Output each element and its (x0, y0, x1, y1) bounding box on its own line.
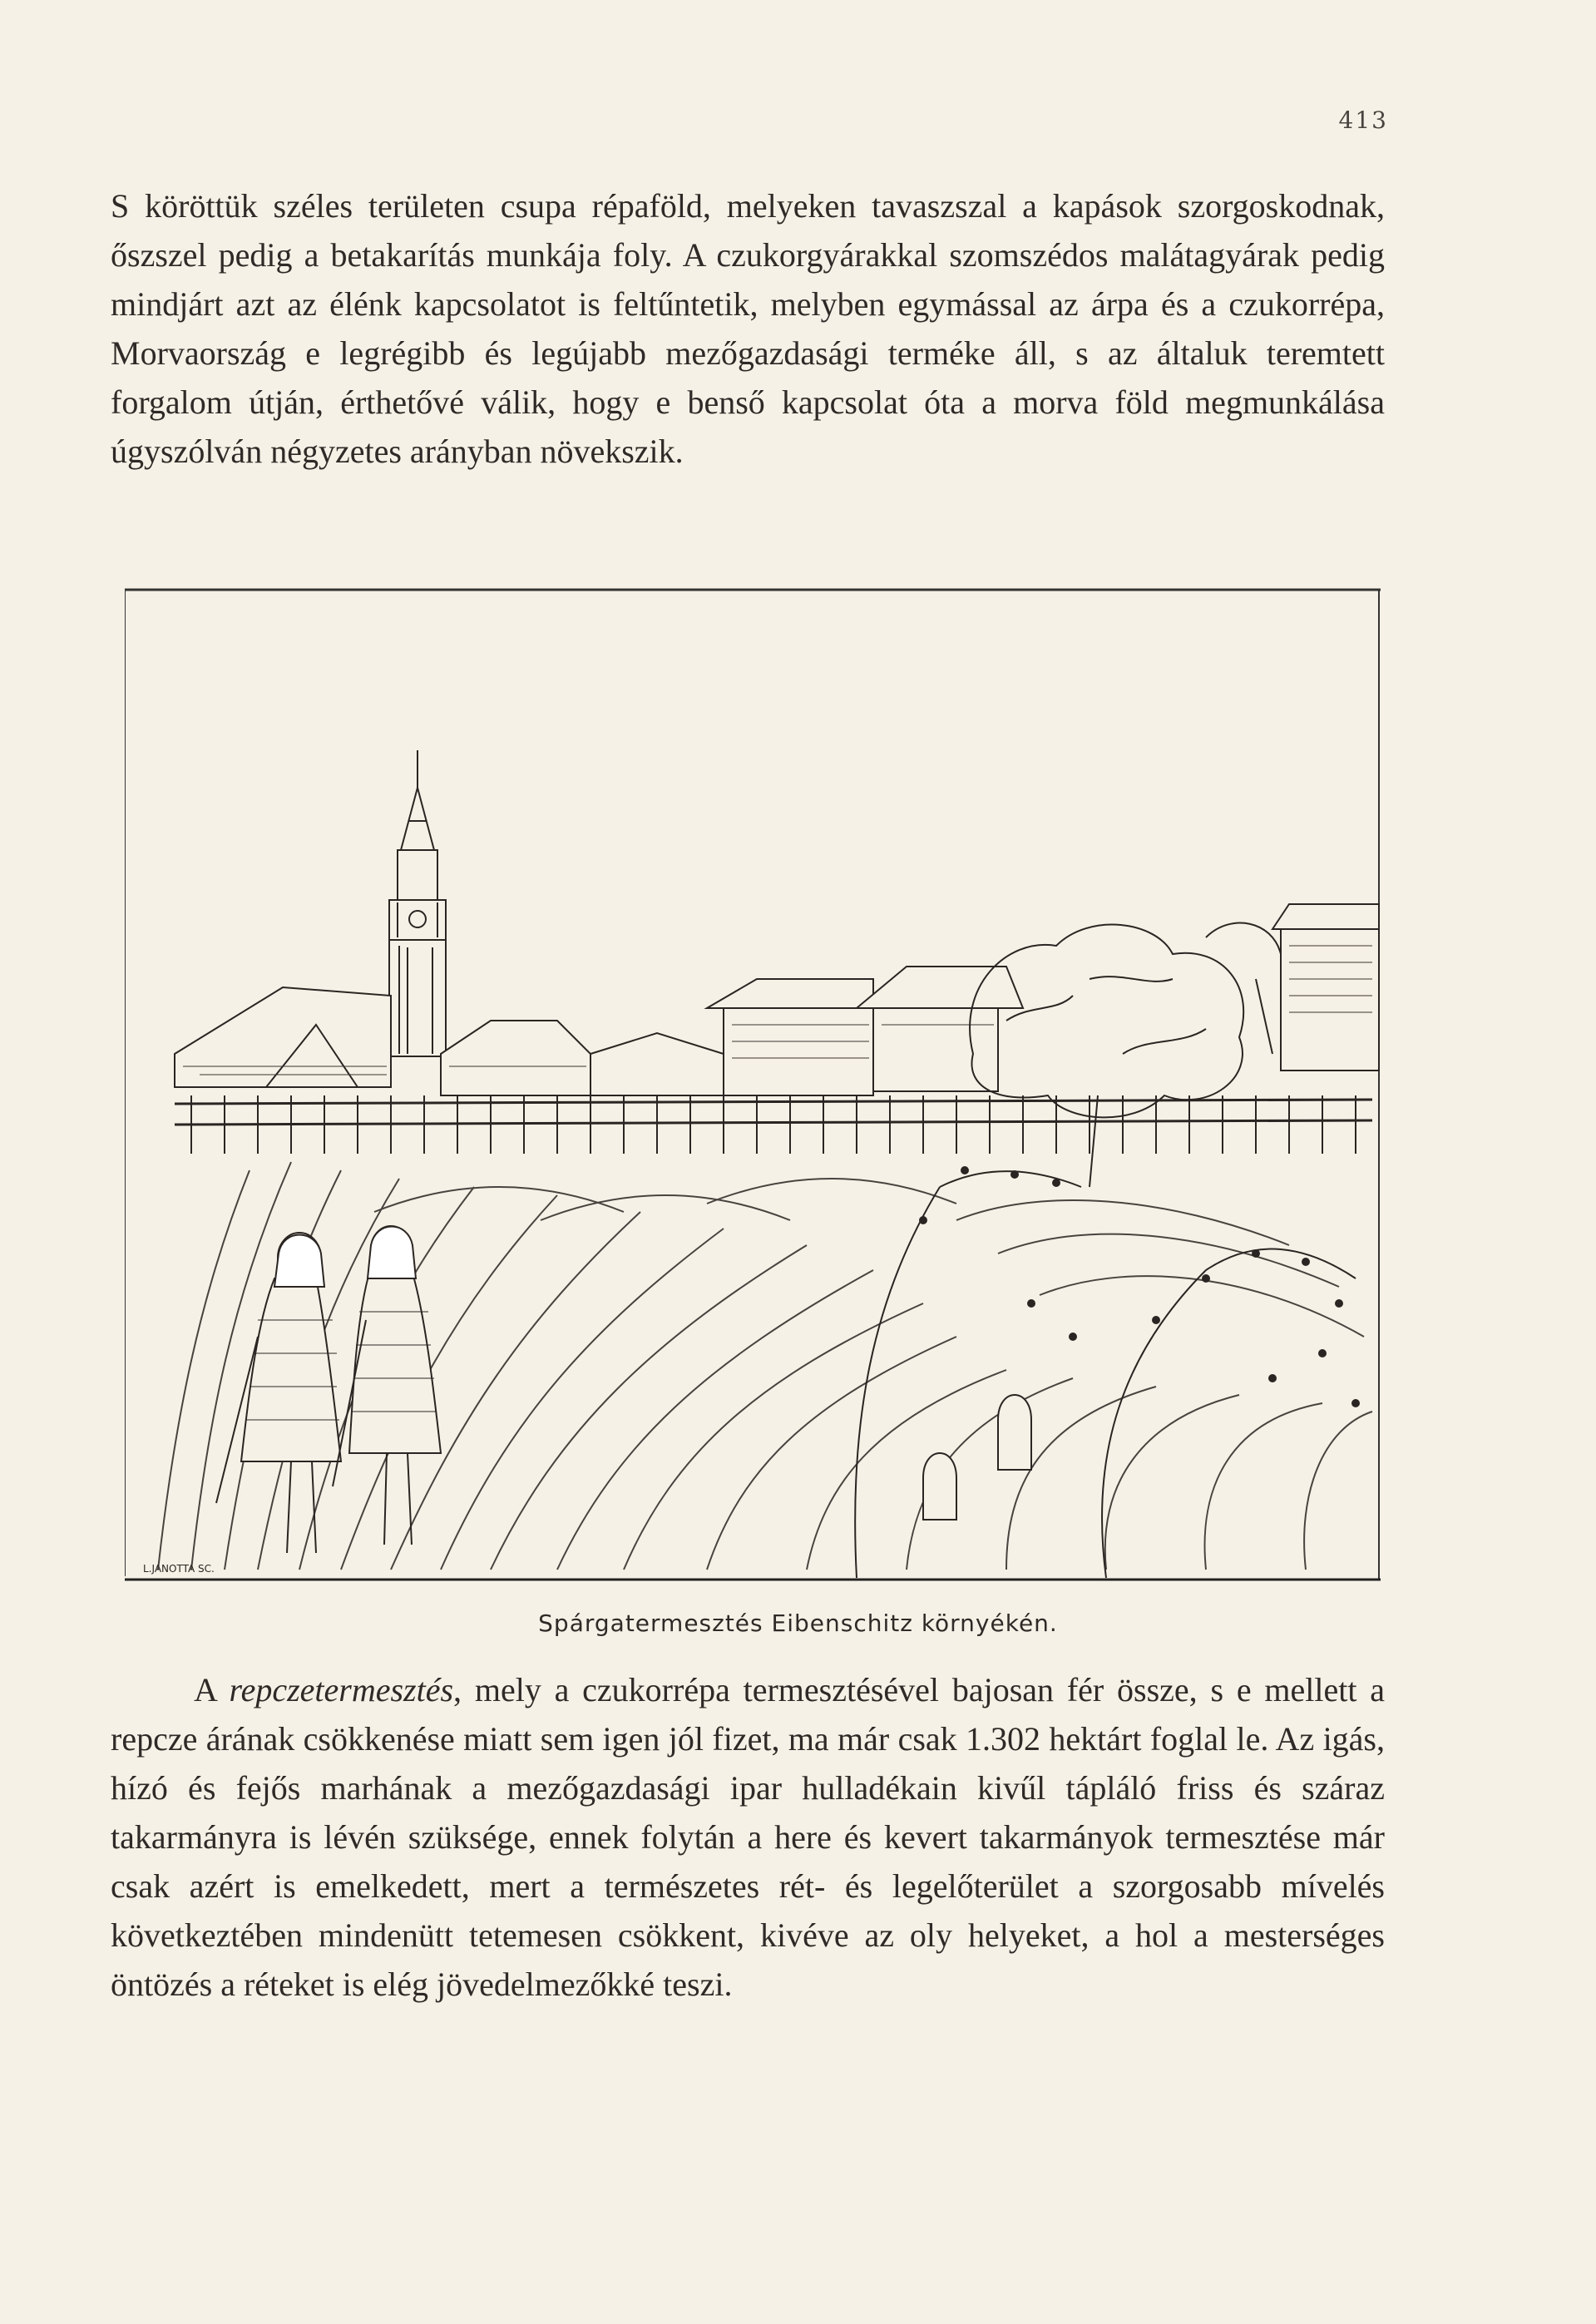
illustration-asparagus-field (125, 588, 1381, 1589)
engraving-field-village-icon (125, 588, 1381, 1589)
body-paragraph-2 (111, 1665, 1385, 2009)
page-number: 413 (1338, 106, 1388, 134)
paragraph-lead: A (194, 1671, 216, 1708)
paragraph-body: , mely a czukorrépa termesztésével bajosan fér össze, s e mellett a repcze árának csökkenése miatt sem igen jól fizet, ma már csak 1.302 hektárt foglal le. Az igás, hízó és fejős marhának a mezőgazdasági ipar hulladékain kivűl tápláló friss és száraz takarmányra is lévén szüksége, ennek folytán a here és kevert takarmányok termesztése már csak azért is emelkedett, mert a természetes rét- és legelőterület a szorgosabb mívelés következtében mindenütt tetemesen csökkent, kivéve az oly helyeket, a hol a mesterséges öntözés a réteket is elég jövedelmezőkké teszi. (111, 1671, 1385, 2003)
figure-caption: Spárgatermesztés Eibenschitz környékén. (538, 1609, 1058, 1637)
italic-term: repczetermesztés (229, 1671, 454, 1708)
engraver-signature: L.JANOTTA SC. (143, 1563, 215, 1575)
body-paragraph-1: S köröttük széles területen csupa répaföld, melyeken tavaszszal a kapások szorgoskodnak, őszszel pedig a betakarítás munkája foly. A czukorgyárakkal szomszédos malátagyárak pedig mindjárt azt az élénk kapcsolatot is feltűntetik, melyben egymással az árpa és a czukorrépa, Morvaország e legrégibb és legújabb mezőgazdasági terméke áll, s az általuk teremtett forgalom útján, érthetővé válik, hogy e benső kapcsolat óta a morva föld megmunkálása úgyszólván négyzetes arányban növekszik. (111, 187, 1385, 470)
